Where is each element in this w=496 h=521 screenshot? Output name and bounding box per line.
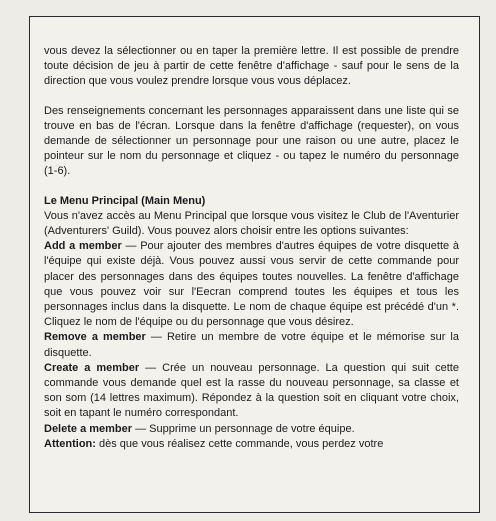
spacer: [44, 90, 459, 104]
term-delete-member: Delete a member: [44, 422, 133, 435]
item-attention: [44, 437, 459, 452]
paragraph-characters: Des renseignements concernant les personnages apparaissent dans une liste qui se trouve en bas de l'écran. Lorsque dans la fenêtre d'affichage (requester), on vous demande de sélectionner un personnage pour une raison ou une autre, placez le pointeur sur le nom du personnage et cliquez - ou tapez le numéro du personnage (1-6).: [44, 104, 459, 178]
paragraph-selection: vous devez la sélectionner ou en taper la première lettre. Il est possible de prendre toute décision de jeu à partir de cette fenêtre d'affichage - sauf pour le sens de la direction que vous voulez prendre lorsque vous vous déplacez.: [44, 45, 459, 88]
term-create-member: Create a member: [44, 361, 140, 374]
item-create-member: [44, 361, 459, 422]
paragraph-intro: Vous n'avez accès au Menu Principal que lorsque vous visitez le Club de l'Aventurier (Adventurers' Guild). Vous pouvez alors choisir entre les options suivantes:: [44, 209, 459, 238]
term-attention: Attention:: [44, 437, 96, 450]
manual-text: [44, 44, 459, 452]
desc-delete-member: — Supprime un personnage de votre équipe.: [132, 422, 355, 435]
desc-create-member: — Crée un nouveau personnage. La question qui suit cette commande vous demande quel est la rasse du nouveau personnage, sa classe et son som (14 lettres maximum). Répondez à la question soit en cliquant votre choix, soit en tapant le numéro correspondant.: [44, 361, 459, 420]
desc-attention: dès que vous réalisez cette commande, vous perdez votre: [95, 437, 384, 450]
item-add-member: [44, 239, 459, 330]
item-delete-member: [44, 422, 459, 437]
desc-remove-member: — Retire un membre de votre équipe et le mémorise sur la disquette.: [44, 331, 459, 359]
term-remove-member: Remove a member: [44, 331, 146, 344]
desc-add-member: — Pour ajouter des membres d'autres équipes de votre disquette à l'équipe qui existe déjà. Vous pouvez aussi vous servir de cette commande pour placer des personnages dans des équipes toutes nouvelles. La fenêtre d'affichage que vous pouvez voir sur l'Eecran comprend toutes les équipes et tous les personnages inclus dans la disquette. Le nom de chaque équipe est précédé d'un *. Cliquez le nom de l'équipe ou du personnage que vous désirez.: [44, 240, 459, 329]
section-heading: Le Menu Principal (Main Menu): [44, 194, 206, 207]
spacer: [44, 180, 459, 194]
term-add-member: Add a member: [44, 240, 122, 253]
item-remove-member: [44, 330, 459, 360]
